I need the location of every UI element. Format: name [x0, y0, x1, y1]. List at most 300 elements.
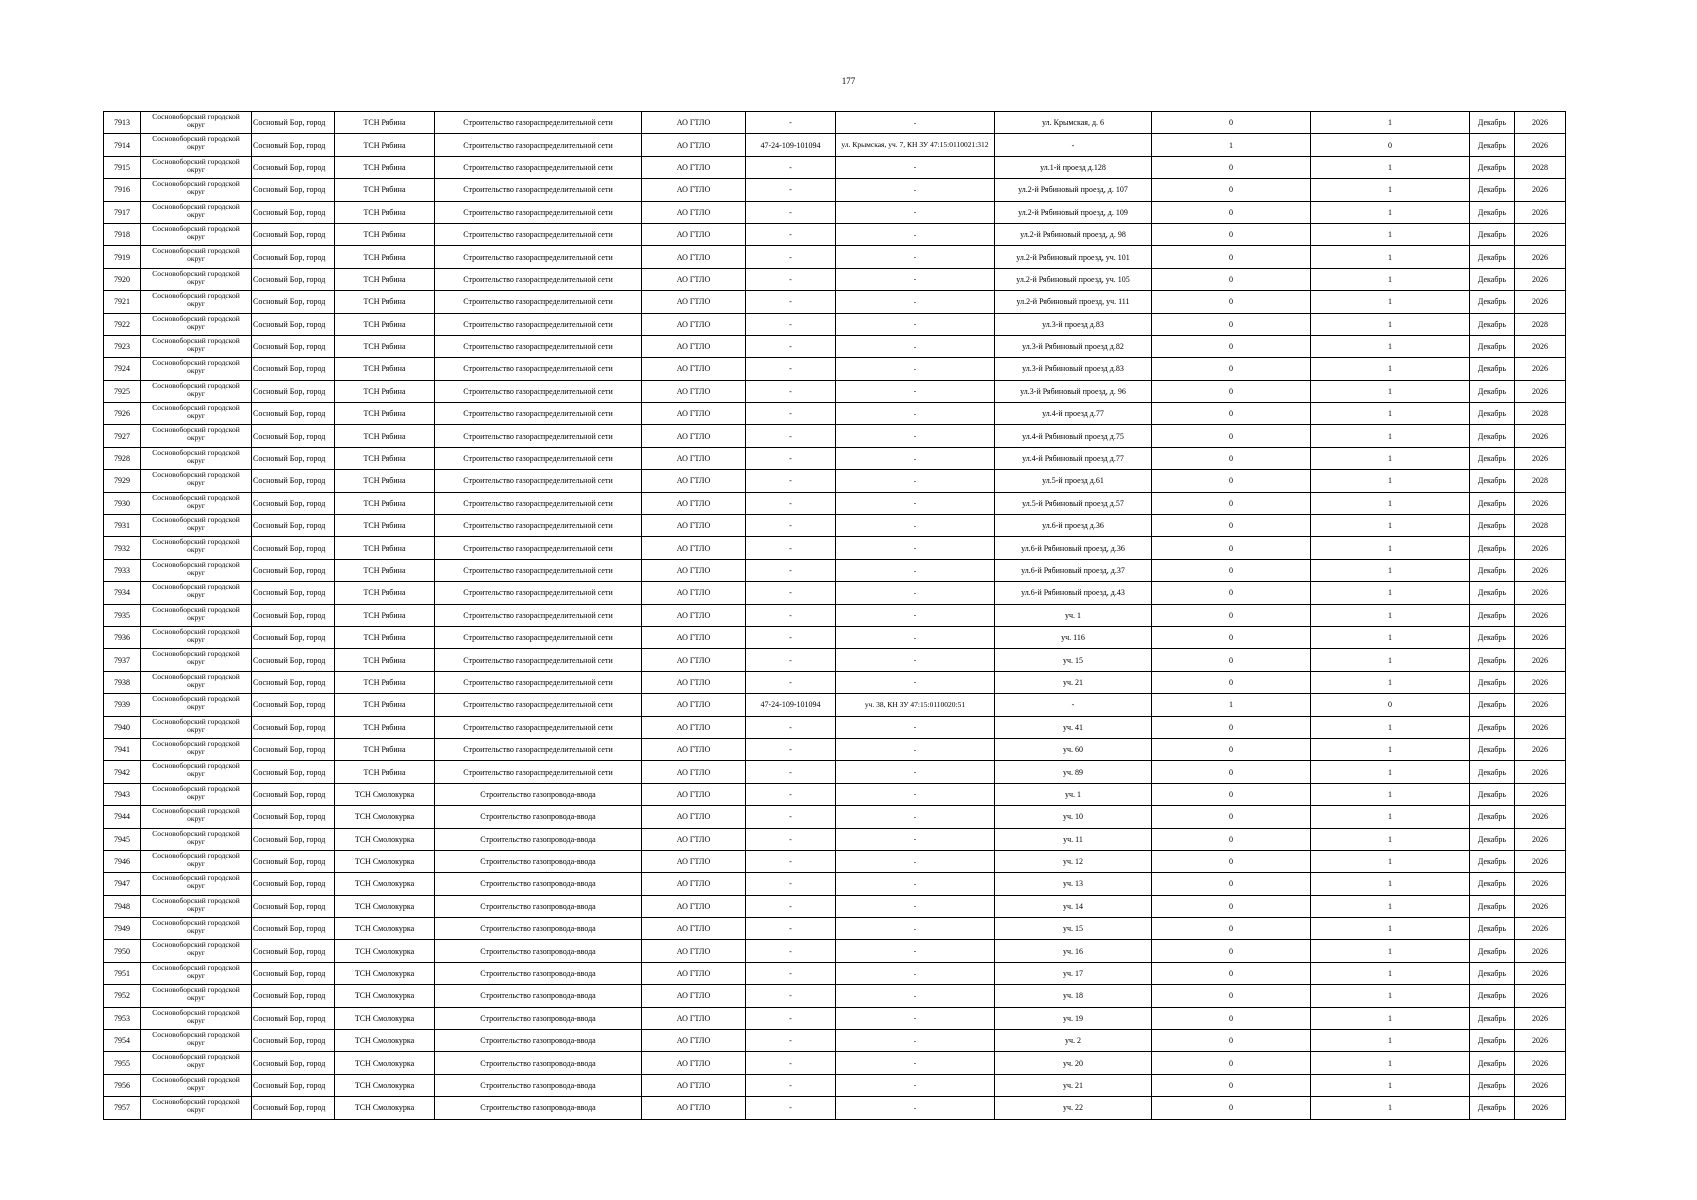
tsn-cell: ТСН Рябина: [335, 246, 435, 268]
count-a-cell: 0: [1152, 156, 1311, 178]
permit-number-cell: -: [746, 806, 836, 828]
count-a-cell: 0: [1152, 761, 1311, 783]
month-cell: Декабрь: [1470, 1052, 1515, 1074]
row-number-cell: 7950: [104, 940, 141, 962]
permit-number-cell: -: [746, 246, 836, 268]
address-cell: уч. 17: [995, 962, 1152, 984]
count-b-cell: 1: [1311, 985, 1470, 1007]
tsn-cell: ТСН Рябина: [335, 201, 435, 223]
organization-cell: АО ГТЛО: [642, 649, 746, 671]
work-type-cell: Строительство газораспределительной сети: [435, 694, 642, 716]
plot-cadastral-cell: -: [836, 985, 995, 1007]
count-b-cell: 1: [1311, 313, 1470, 335]
organization-cell: АО ГТЛО: [642, 716, 746, 738]
work-type-cell: Строительство газораспределительной сети: [435, 223, 642, 245]
count-b-cell: 1: [1311, 940, 1470, 962]
work-type-cell: Строительство газопровода-ввода: [435, 1074, 642, 1096]
count-a-cell: 0: [1152, 291, 1311, 313]
permit-number-cell: -: [746, 850, 836, 872]
month-cell: Декабрь: [1470, 358, 1515, 380]
table-row: [104, 783, 1566, 805]
count-b-cell: 1: [1311, 783, 1470, 805]
permit-number-cell: 47-24-109-101094: [746, 694, 836, 716]
year-cell: 2026: [1515, 962, 1566, 984]
address-cell: ул.6-й проезд д.36: [995, 515, 1152, 537]
tsn-cell: ТСН Рябина: [335, 112, 435, 134]
table-row: [104, 515, 1566, 537]
count-b-cell: 1: [1311, 335, 1470, 357]
month-cell: Декабрь: [1470, 604, 1515, 626]
table-row: [104, 738, 1566, 760]
work-type-cell: Строительство газораспределительной сети: [435, 201, 642, 223]
table-row: [104, 716, 1566, 738]
plot-cadastral-cell: -: [836, 873, 995, 895]
month-cell: Декабрь: [1470, 895, 1515, 917]
settlement-cell: Сосновый Бор, город: [252, 582, 335, 604]
month-cell: Декабрь: [1470, 828, 1515, 850]
tsn-cell: ТСН Смолокурка: [335, 850, 435, 872]
plot-cadastral-cell: -: [836, 179, 995, 201]
table-row: [104, 962, 1566, 984]
district-cell: Сосновоборский городской округ: [141, 313, 252, 335]
address-cell: ул.3-й Рябиновый проезд д.82: [995, 335, 1152, 357]
address-cell: ул.6-й Рябиновый проезд, д.43: [995, 582, 1152, 604]
organization-cell: АО ГТЛО: [642, 380, 746, 402]
year-cell: 2026: [1515, 537, 1566, 559]
address-cell: ул.2-й Рябиновый проезд, д. 107: [995, 179, 1152, 201]
organization-cell: АО ГТЛО: [642, 806, 746, 828]
month-cell: Декабрь: [1470, 671, 1515, 693]
month-cell: Декабрь: [1470, 112, 1515, 134]
work-type-cell: Строительство газопровода-ввода: [435, 783, 642, 805]
count-b-cell: 1: [1311, 112, 1470, 134]
work-type-cell: Строительство газораспределительной сети: [435, 492, 642, 514]
month-cell: Декабрь: [1470, 156, 1515, 178]
organization-cell: АО ГТЛО: [642, 1052, 746, 1074]
permit-number-cell: -: [746, 470, 836, 492]
work-type-cell: Строительство газопровода-ввода: [435, 962, 642, 984]
row-number-cell: 7954: [104, 1030, 141, 1052]
year-cell: 2028: [1515, 515, 1566, 537]
count-a-cell: 0: [1152, 985, 1311, 1007]
plot-cadastral-cell: -: [836, 515, 995, 537]
plot-cadastral-cell: -: [836, 1097, 995, 1119]
settlement-cell: Сосновый Бор, город: [252, 380, 335, 402]
plot-cadastral-cell: -: [836, 537, 995, 559]
month-cell: Декабрь: [1470, 403, 1515, 425]
row-number-cell: 7935: [104, 604, 141, 626]
month-cell: Декабрь: [1470, 761, 1515, 783]
row-number-cell: 7949: [104, 918, 141, 940]
work-type-cell: Строительство газопровода-ввода: [435, 1030, 642, 1052]
settlement-cell: Сосновый Бор, город: [252, 447, 335, 469]
plot-cadastral-cell: -: [836, 671, 995, 693]
row-number-cell: 7920: [104, 268, 141, 290]
work-type-cell: Строительство газораспределительной сети: [435, 335, 642, 357]
address-cell: ул.2-й Рябиновый проезд, д. 109: [995, 201, 1152, 223]
month-cell: Декабрь: [1470, 1097, 1515, 1119]
settlement-cell: Сосновый Бор, город: [252, 649, 335, 671]
address-cell: ул.4-й Рябиновый проезд д.75: [995, 425, 1152, 447]
work-type-cell: Строительство газораспределительной сети: [435, 537, 642, 559]
district-cell: Сосновоборский городской округ: [141, 582, 252, 604]
count-b-cell: 1: [1311, 1052, 1470, 1074]
row-number-cell: 7943: [104, 783, 141, 805]
month-cell: Декабрь: [1470, 649, 1515, 671]
organization-cell: АО ГТЛО: [642, 223, 746, 245]
work-type-cell: Строительство газораспределительной сети: [435, 268, 642, 290]
settlement-cell: Сосновый Бор, город: [252, 492, 335, 514]
row-number-cell: 7914: [104, 134, 141, 156]
permit-number-cell: -: [746, 358, 836, 380]
plot-cadastral-cell: -: [836, 223, 995, 245]
settlement-cell: Сосновый Бор, город: [252, 515, 335, 537]
tsn-cell: ТСН Рябина: [335, 380, 435, 402]
district-cell: Сосновоборский городской округ: [141, 112, 252, 134]
row-number-cell: 7926: [104, 403, 141, 425]
count-b-cell: 1: [1311, 201, 1470, 223]
year-cell: 2028: [1515, 313, 1566, 335]
settlement-cell: Сосновый Бор, город: [252, 716, 335, 738]
settlement-cell: Сосновый Бор, город: [252, 156, 335, 178]
permit-number-cell: -: [746, 604, 836, 626]
permit-number-cell: -: [746, 291, 836, 313]
count-b-cell: 1: [1311, 918, 1470, 940]
permit-number-cell: -: [746, 828, 836, 850]
tsn-cell: ТСН Рябина: [335, 134, 435, 156]
count-a-cell: 1: [1152, 134, 1311, 156]
count-b-cell: 1: [1311, 515, 1470, 537]
tsn-cell: ТСН Рябина: [335, 223, 435, 245]
address-cell: ул.4-й проезд д.77: [995, 403, 1152, 425]
month-cell: Декабрь: [1470, 246, 1515, 268]
row-number-cell: 7944: [104, 806, 141, 828]
organization-cell: АО ГТЛО: [642, 447, 746, 469]
address-cell: уч. 15: [995, 649, 1152, 671]
count-b-cell: 1: [1311, 380, 1470, 402]
plot-cadastral-cell: -: [836, 738, 995, 760]
plot-cadastral-cell: -: [836, 604, 995, 626]
address-cell: уч. 16: [995, 940, 1152, 962]
count-a-cell: 0: [1152, 492, 1311, 514]
organization-cell: АО ГТЛО: [642, 537, 746, 559]
count-a-cell: 0: [1152, 335, 1311, 357]
month-cell: Декабрь: [1470, 716, 1515, 738]
district-cell: Сосновоборский городской округ: [141, 515, 252, 537]
settlement-cell: Сосновый Бор, город: [252, 1007, 335, 1029]
tsn-cell: ТСН Рябина: [335, 313, 435, 335]
row-number-cell: 7930: [104, 492, 141, 514]
address-cell: ул.2-й Рябиновый проезд, уч. 105: [995, 268, 1152, 290]
plot-cadastral-cell: -: [836, 380, 995, 402]
organization-cell: АО ГТЛО: [642, 582, 746, 604]
row-number-cell: 7948: [104, 895, 141, 917]
permit-number-cell: -: [746, 335, 836, 357]
settlement-cell: Сосновый Бор, город: [252, 470, 335, 492]
count-a-cell: 0: [1152, 850, 1311, 872]
plot-cadastral-cell: -: [836, 559, 995, 581]
work-type-cell: Строительство газораспределительной сети: [435, 738, 642, 760]
organization-cell: АО ГТЛО: [642, 918, 746, 940]
month-cell: Декабрь: [1470, 313, 1515, 335]
permit-number-cell: -: [746, 559, 836, 581]
row-number-cell: 7942: [104, 761, 141, 783]
table-row: [104, 223, 1566, 245]
permit-number-cell: -: [746, 895, 836, 917]
settlement-cell: Сосновый Бор, город: [252, 850, 335, 872]
district-cell: Сосновоборский городской округ: [141, 1074, 252, 1096]
address-cell: уч. 41: [995, 716, 1152, 738]
permit-number-cell: -: [746, 201, 836, 223]
address-cell: ул.5-й Рябиновый проезд д.57: [995, 492, 1152, 514]
permit-number-cell: -: [746, 985, 836, 1007]
count-a-cell: 0: [1152, 1052, 1311, 1074]
table-row: [104, 1097, 1566, 1119]
count-b-cell: 1: [1311, 425, 1470, 447]
plot-cadastral-cell: -: [836, 940, 995, 962]
district-cell: Сосновоборский городской округ: [141, 694, 252, 716]
year-cell: 2026: [1515, 694, 1566, 716]
row-number-cell: 7924: [104, 358, 141, 380]
organization-cell: АО ГТЛО: [642, 1030, 746, 1052]
count-a-cell: 0: [1152, 559, 1311, 581]
settlement-cell: Сосновый Бор, город: [252, 358, 335, 380]
district-cell: Сосновоборский городской округ: [141, 895, 252, 917]
count-a-cell: 0: [1152, 470, 1311, 492]
count-a-cell: 0: [1152, 112, 1311, 134]
count-a-cell: 0: [1152, 246, 1311, 268]
table-row: [104, 156, 1566, 178]
count-b-cell: 1: [1311, 1074, 1470, 1096]
table-row: [104, 604, 1566, 626]
count-a-cell: 0: [1152, 515, 1311, 537]
work-type-cell: Строительство газораспределительной сети: [435, 649, 642, 671]
tsn-cell: ТСН Смолокурка: [335, 895, 435, 917]
page-number: 177: [841, 76, 856, 86]
table-row: [104, 918, 1566, 940]
count-b-cell: 1: [1311, 873, 1470, 895]
organization-cell: АО ГТЛО: [642, 1097, 746, 1119]
table-row: [104, 1074, 1566, 1096]
work-type-cell: Строительство газораспределительной сети: [435, 761, 642, 783]
organization-cell: АО ГТЛО: [642, 761, 746, 783]
settlement-cell: Сосновый Бор, город: [252, 940, 335, 962]
organization-cell: АО ГТЛО: [642, 738, 746, 760]
plot-cadastral-cell: -: [836, 201, 995, 223]
organization-cell: АО ГТЛО: [642, 313, 746, 335]
settlement-cell: Сосновый Бор, город: [252, 1030, 335, 1052]
permit-number-cell: -: [746, 626, 836, 648]
year-cell: 2026: [1515, 626, 1566, 648]
plot-cadastral-cell: -: [836, 806, 995, 828]
year-cell: 2026: [1515, 1030, 1566, 1052]
permit-number-cell: -: [746, 1030, 836, 1052]
district-cell: Сосновоборский городской округ: [141, 649, 252, 671]
count-a-cell: 0: [1152, 313, 1311, 335]
permit-number-cell: -: [746, 783, 836, 805]
count-b-cell: 0: [1311, 134, 1470, 156]
year-cell: 2028: [1515, 403, 1566, 425]
year-cell: 2026: [1515, 671, 1566, 693]
month-cell: Декабрь: [1470, 447, 1515, 469]
organization-cell: АО ГТЛО: [642, 783, 746, 805]
plot-cadastral-cell: -: [836, 828, 995, 850]
district-cell: Сосновоборский городской округ: [141, 873, 252, 895]
count-b-cell: 1: [1311, 626, 1470, 648]
permit-number-cell: -: [746, 492, 836, 514]
address-cell: уч. 116: [995, 626, 1152, 648]
district-cell: Сосновоборский городской округ: [141, 403, 252, 425]
work-type-cell: Строительство газораспределительной сети: [435, 671, 642, 693]
settlement-cell: Сосновый Бор, город: [252, 403, 335, 425]
work-type-cell: Строительство газораспределительной сети: [435, 604, 642, 626]
settlement-cell: Сосновый Бор, город: [252, 134, 335, 156]
count-b-cell: 1: [1311, 447, 1470, 469]
table-row: [104, 134, 1566, 156]
plot-cadastral-cell: -: [836, 582, 995, 604]
row-number-cell: 7941: [104, 738, 141, 760]
month-cell: Декабрь: [1470, 1074, 1515, 1096]
settlement-cell: Сосновый Бор, город: [252, 761, 335, 783]
district-cell: Сосновоборский городской округ: [141, 1097, 252, 1119]
plot-cadastral-cell: -: [836, 850, 995, 872]
plot-cadastral-cell: -: [836, 962, 995, 984]
row-number-cell: 7955: [104, 1052, 141, 1074]
tsn-cell: ТСН Смолокурка: [335, 783, 435, 805]
table-row: [104, 313, 1566, 335]
district-cell: Сосновоборский городской округ: [141, 1052, 252, 1074]
month-cell: Декабрь: [1470, 985, 1515, 1007]
permit-number-cell: -: [746, 1074, 836, 1096]
address-cell: уч. 1: [995, 604, 1152, 626]
address-cell: уч. 20: [995, 1052, 1152, 1074]
tsn-cell: ТСН Смолокурка: [335, 940, 435, 962]
month-cell: Декабрь: [1470, 738, 1515, 760]
work-type-cell: Строительство газораспределительной сети: [435, 156, 642, 178]
settlement-cell: Сосновый Бор, город: [252, 1097, 335, 1119]
count-b-cell: 1: [1311, 223, 1470, 245]
count-a-cell: 0: [1152, 1007, 1311, 1029]
row-number-cell: 7931: [104, 515, 141, 537]
settlement-cell: Сосновый Бор, город: [252, 918, 335, 940]
work-type-cell: Строительство газораспределительной сети: [435, 425, 642, 447]
work-type-cell: Строительство газопровода-ввода: [435, 806, 642, 828]
organization-cell: АО ГТЛО: [642, 425, 746, 447]
permit-number-cell: -: [746, 380, 836, 402]
tsn-cell: ТСН Рябина: [335, 268, 435, 290]
count-a-cell: 0: [1152, 582, 1311, 604]
organization-cell: АО ГТЛО: [642, 895, 746, 917]
permit-number-cell: -: [746, 403, 836, 425]
tsn-cell: ТСН Рябина: [335, 335, 435, 357]
permit-number-cell: -: [746, 515, 836, 537]
permit-number-cell: -: [746, 179, 836, 201]
year-cell: 2026: [1515, 335, 1566, 357]
settlement-cell: Сосновый Бор, город: [252, 335, 335, 357]
organization-cell: АО ГТЛО: [642, 179, 746, 201]
work-type-cell: Строительство газопровода-ввода: [435, 985, 642, 1007]
tsn-cell: ТСН Рябина: [335, 716, 435, 738]
plot-cadastral-cell: -: [836, 761, 995, 783]
settlement-cell: Сосновый Бор, город: [252, 313, 335, 335]
tsn-cell: ТСН Рябина: [335, 179, 435, 201]
address-cell: уч. 1: [995, 783, 1152, 805]
count-b-cell: 1: [1311, 761, 1470, 783]
count-a-cell: 0: [1152, 268, 1311, 290]
table-row: [104, 582, 1566, 604]
table-row: [104, 806, 1566, 828]
table-row: [104, 447, 1566, 469]
permit-number-cell: -: [746, 738, 836, 760]
month-cell: Декабрь: [1470, 582, 1515, 604]
address-cell: ул. Крымская, д. 6: [995, 112, 1152, 134]
settlement-cell: Сосновый Бор, город: [252, 806, 335, 828]
district-cell: Сосновоборский городской округ: [141, 738, 252, 760]
table-row: [104, 335, 1566, 357]
table-row: [104, 761, 1566, 783]
count-a-cell: 0: [1152, 1097, 1311, 1119]
district-cell: Сосновоборский городской округ: [141, 985, 252, 1007]
count-b-cell: 1: [1311, 559, 1470, 581]
organization-cell: АО ГТЛО: [642, 671, 746, 693]
permit-number-cell: -: [746, 1007, 836, 1029]
tsn-cell: ТСН Рябина: [335, 761, 435, 783]
count-a-cell: 0: [1152, 649, 1311, 671]
row-number-cell: 7951: [104, 962, 141, 984]
plot-cadastral-cell: -: [836, 1052, 995, 1074]
permit-number-cell: -: [746, 940, 836, 962]
plot-cadastral-cell: -: [836, 626, 995, 648]
row-number-cell: 7947: [104, 873, 141, 895]
address-cell: ул.1-й проезд д.128: [995, 156, 1152, 178]
district-cell: Сосновоборский городской округ: [141, 850, 252, 872]
plot-cadastral-cell: -: [836, 335, 995, 357]
table-row: [104, 559, 1566, 581]
plot-cadastral-cell: -: [836, 112, 995, 134]
permit-number-cell: -: [746, 716, 836, 738]
settlement-cell: Сосновый Бор, город: [252, 873, 335, 895]
permit-number-cell: -: [746, 582, 836, 604]
year-cell: 2026: [1515, 806, 1566, 828]
settlement-cell: Сосновый Бор, город: [252, 268, 335, 290]
count-a-cell: 0: [1152, 783, 1311, 805]
work-type-cell: Строительство газопровода-ввода: [435, 1007, 642, 1029]
count-b-cell: 1: [1311, 1097, 1470, 1119]
count-b-cell: 1: [1311, 246, 1470, 268]
tsn-cell: ТСН Рябина: [335, 537, 435, 559]
month-cell: Декабрь: [1470, 134, 1515, 156]
work-type-cell: Строительство газопровода-ввода: [435, 940, 642, 962]
count-b-cell: 1: [1311, 537, 1470, 559]
address-cell: ул.5-й проезд д.61: [995, 470, 1152, 492]
year-cell: 2026: [1515, 223, 1566, 245]
year-cell: 2026: [1515, 895, 1566, 917]
year-cell: 2026: [1515, 134, 1566, 156]
work-type-cell: Строительство газопровода-ввода: [435, 828, 642, 850]
row-number-cell: 7953: [104, 1007, 141, 1029]
table-row: [104, 358, 1566, 380]
count-a-cell: 0: [1152, 671, 1311, 693]
address-cell: ул.4-й Рябиновый проезд д.77: [995, 447, 1152, 469]
year-cell: 2026: [1515, 738, 1566, 760]
month-cell: Декабрь: [1470, 537, 1515, 559]
settlement-cell: Сосновый Бор, город: [252, 895, 335, 917]
year-cell: 2026: [1515, 246, 1566, 268]
district-cell: Сосновоборский городской округ: [141, 806, 252, 828]
permit-number-cell: -: [746, 268, 836, 290]
organization-cell: АО ГТЛО: [642, 492, 746, 514]
year-cell: 2026: [1515, 582, 1566, 604]
